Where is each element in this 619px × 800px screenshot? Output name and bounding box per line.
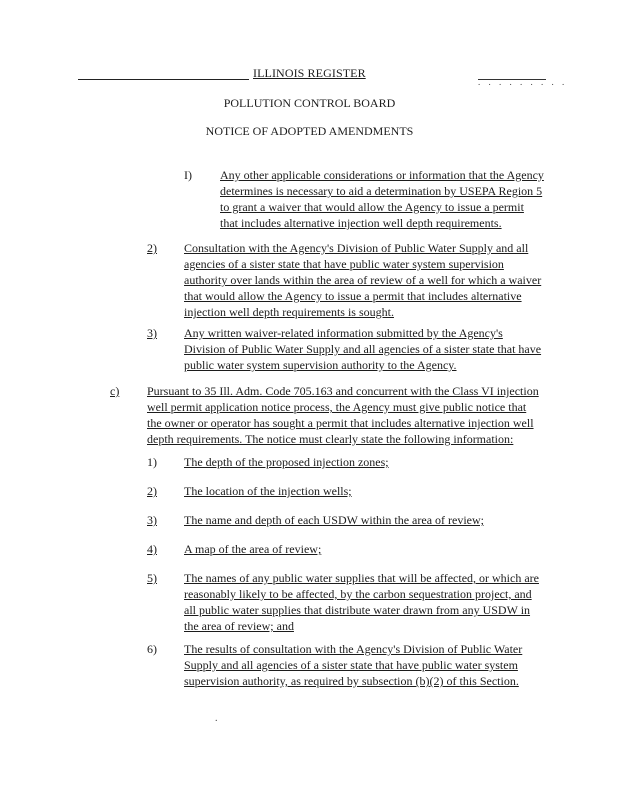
- text-line: the owner or operator has sought a permit that includes alternative injection well: [147, 416, 534, 430]
- text-line: Division of Public Water Supply and all agencies of a sister state that have: [184, 342, 542, 356]
- text-line: A map of the area of review;: [184, 542, 322, 556]
- board-title: POLLUTION CONTROL BOARD: [223, 96, 396, 110]
- c-item-label-5: 5): [147, 571, 157, 585]
- text-line: The depth of the proposed injection zones;: [184, 455, 389, 469]
- text-line: The names of any public water supplies that will be affected, or which are: [184, 571, 539, 585]
- item-text-I: [220, 167, 544, 231]
- c-item-label-3: 3): [147, 513, 157, 527]
- c-item-text-4: [184, 541, 544, 557]
- text-line: authority over lands within the area of review of a well for which a waiver: [184, 273, 542, 287]
- c-item-text-5: [184, 570, 544, 634]
- text-line: injection well depth requirements is sought.: [184, 305, 394, 319]
- c-item-text-1: [184, 454, 544, 470]
- text-line: Consultation with the Agency's Division of Public Water Supply and all: [184, 241, 529, 255]
- item-text-3: [184, 325, 544, 373]
- text-line: agencies of a sister state that have public water system supervision: [184, 257, 504, 271]
- c-item-text-3: [184, 512, 544, 528]
- text-line: depth requirements. The notice must clearly state the following information:: [147, 432, 514, 446]
- item-label-I: I): [184, 168, 192, 182]
- item-label-2: 2): [147, 241, 157, 255]
- text-line: The location of the injection wells;: [184, 484, 352, 498]
- text-line: Supply and all agencies of a sister state that have public water system: [184, 658, 518, 672]
- header-right-marks: . . . . . . . . .: [478, 77, 568, 87]
- text-line: Any written waiver-related information submitted by the Agency's: [184, 326, 503, 340]
- text-line: that would allow the Agency to issue a permit that includes alternative: [184, 289, 522, 303]
- text-line: The results of consultation with the Agency's Division of Public Water: [184, 642, 523, 656]
- c-item-text-2: [184, 483, 544, 499]
- register-title: ILLINOIS REGISTER: [253, 66, 366, 80]
- text-line: well permit application notice process, the Agency must give public notice that: [147, 400, 527, 414]
- c-item-label-6: 6): [147, 642, 157, 656]
- section-label-c: c): [110, 384, 120, 398]
- text-line: public water system supervision authority to the Agency.: [184, 358, 457, 372]
- text-line: The name and depth of each USDW within the area of review;: [184, 513, 484, 527]
- section-text-c: [147, 383, 543, 447]
- c-item-text-6: [184, 641, 536, 689]
- item-label-3: 3): [147, 326, 157, 340]
- c-item-label-2: 2): [147, 484, 157, 498]
- c-item-label-4: 4): [147, 542, 157, 556]
- text-line: all public water supplies that distribute water drawn from any USDW in: [184, 603, 531, 617]
- text-line: the area of review; and: [184, 619, 294, 633]
- c-item-label-1: 1): [147, 455, 157, 469]
- text-line: to grant a waiver that would allow the Agency to issue a permit: [220, 200, 524, 214]
- text-line: determines is necessary to aid a determination by USEPA Region 5: [220, 184, 543, 198]
- text-line: Pursuant to 35 Ill. Adm. Code 705.163 and concurrent with the Class VI injection: [147, 384, 539, 398]
- text-line: that includes alternative injection well depth requirements.: [220, 216, 502, 230]
- text-line: supervision authority, as required by subsection (b)(2) of this Section.: [184, 674, 519, 688]
- item-text-2: [184, 240, 542, 320]
- text-line: reasonably likely to be affected, by the carbon sequestration project, and: [184, 587, 532, 601]
- header-rule-left: [78, 79, 249, 80]
- text-line: Any other applicable considerations or information that the Agency: [220, 168, 544, 182]
- stray-mark: .: [215, 713, 218, 724]
- notice-title: NOTICE OF ADOPTED AMENDMENTS: [205, 124, 414, 138]
